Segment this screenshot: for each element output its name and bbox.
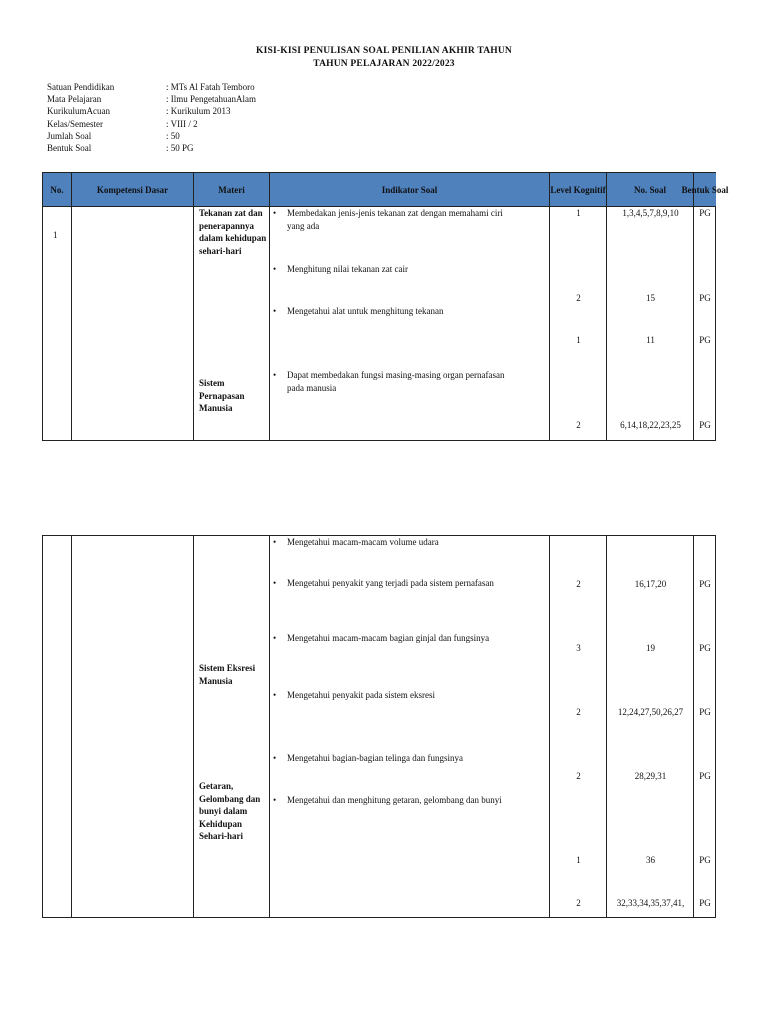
bullet-icon: • [273,208,277,218]
indikator-item [273,752,505,765]
meta-label: Kelas/Semester [47,118,103,129]
indikator-text: Menghitung nilai tekanan zat cair [287,264,408,274]
meta-label: Satuan Pendidikan [47,82,115,92]
bullet-icon: • [273,306,277,316]
document-title: KISI-KISI PENULISAN SOAL PENILIAN AKHIR TAHUN [256,46,512,56]
meta-label: Mata Pelajaran [47,94,102,105]
column-divider [193,207,194,441]
bentuk-cell: PG [699,855,711,865]
indikator-text: Mengetahui penyakit yang terjadi pada sistem pernafasan [287,578,494,588]
meta-label: Bentuk Soal [47,143,92,154]
level-cell: 2 [576,707,581,717]
bullet-icon: • [273,753,277,763]
meta-value: : 50 PG [166,143,194,154]
bentuk-cell: PG [699,579,711,589]
bullet-icon: • [273,633,277,643]
indikator-item [273,305,505,318]
materi-cell: Sistem Pernapasan Manusia [199,378,245,413]
indikator-item [273,536,505,549]
indikator-item [273,689,505,702]
header-bentuk-soal [681,173,729,207]
indikator-item [273,369,505,394]
level-cell: 2 [576,771,581,781]
meta-value: : Kurikulum 2013 [166,106,231,117]
indikator-item [273,207,505,232]
indikator-text: Membedakan jenis-jenis tekanan zat dengan memahami ciri yang ada [287,208,503,231]
meta-row [47,105,256,117]
kisi-table-2 [42,535,716,918]
no-soal-cell: 32,33,34,35,37,41, [616,898,685,908]
column-divider [71,207,72,441]
bentuk-cell: PG [699,898,711,908]
meta-value: : 50 [166,130,180,141]
indikator-text: Mengetahui macam-macam volume udara [287,537,439,547]
meta-value: : Ilmu PengetahuanAlam [166,94,256,105]
no-soal-cell: 15 [646,293,655,303]
bullet-icon: • [273,537,277,547]
row-number: 1 [53,230,58,240]
indikator-text: Mengetahui alat untuk menghitung tekanan [287,306,444,316]
header-bentuk-soal-label: Bentuk Soal [681,184,729,195]
header-no: No. [43,173,72,207]
level-cell: 2 [576,293,581,303]
indikator-item [273,577,505,590]
no-soal-cell: 36 [646,855,655,865]
no-soal-cell: 28,29,31 [634,771,667,781]
meta-label: KurikulumAcuan [47,106,110,117]
header-kompetensi-dasar: Kompetensi Dasar [72,173,194,207]
column-divider [193,536,194,918]
level-cell: 1 [576,855,581,865]
column-divider [269,207,270,441]
bentuk-cell: PG [699,707,711,717]
no-soal-cell: 19 [646,643,655,653]
column-divider [269,536,270,918]
indikator-text: Mengetahui macam-macam bagian ginjal dan fungsinya [287,633,490,643]
indikator-text: Mengetahui bagian-bagian telinga dan fungsinya [287,753,463,763]
level-cell: 2 [576,579,581,589]
no-soal-cell: 1,3,4,5,7,8,9,10 [622,208,679,218]
header-no-soal: No. Soal [607,173,694,207]
header-level-kognitif: Level Kognitif [550,173,607,207]
bullet-icon: • [273,578,277,588]
column-divider [693,207,694,441]
no-soal-cell: 12,24,27,50,26,27 [617,707,684,717]
no-soal-cell: 11 [646,335,655,345]
kisi-table-1 [42,172,729,441]
meta-value: : MTs Al Fatah Temboro [166,82,255,92]
no-soal-cell: 16,17,20 [634,579,667,589]
meta-label: Jumlah Soal [47,130,92,141]
materi-cell: Sistem Eksresi Manusia [199,663,256,686]
bentuk-cell: PG [699,771,711,781]
meta-value: : VIII / 2 [166,118,198,129]
level-cell: 3 [576,643,581,653]
bentuk-cell: PG [699,420,711,430]
indikator-item [273,632,505,645]
level-cell: 2 [576,898,581,908]
header-indikator-soal: Indikator Soal [270,173,550,207]
bullet-icon: • [273,370,277,380]
document-subtitle: TAHUN PELAJARAN 2022/2023 [313,59,455,69]
bullet-icon: • [273,690,277,700]
indikator-text: Mengetahui penyakit pada sistem eksresi [287,690,435,700]
bentuk-cell: PG [699,335,711,345]
meta-row [47,130,256,142]
bentuk-cell: PG [699,643,711,653]
bullet-icon: • [273,264,277,274]
column-divider [71,536,72,918]
materi-cell: Getaran, Gelombang dan bunyi dalam Kehidupan Sehari-hari [199,781,261,841]
bullet-icon: • [273,795,277,805]
column-divider [549,207,550,441]
indikator-item [273,794,505,807]
meta-row [47,142,256,154]
meta-row [47,81,256,93]
meta-row [47,118,256,130]
header-materi: Materi [194,173,270,207]
bentuk-cell: PG [699,293,711,303]
level-cell: 2 [576,420,581,430]
no-soal-cell: 6,14,18,22,23,25 [620,420,681,430]
meta-row [47,93,256,105]
indikator-item [273,263,505,276]
identity-block [47,81,256,154]
column-divider [606,207,607,441]
bentuk-cell: PG [699,208,711,218]
indikator-text: Dapat membedakan fungsi masing-masing organ pernafasan pada manusia [287,370,505,393]
indikator-text: Mengetahui dan menghitung getaran, gelombang dan bunyi [287,795,502,805]
materi-cell: Tekanan zat dan penerapannya dalam kehidupan sehari-hari [199,208,267,256]
level-cell: 1 [576,208,581,218]
level-cell: 1 [576,335,581,345]
